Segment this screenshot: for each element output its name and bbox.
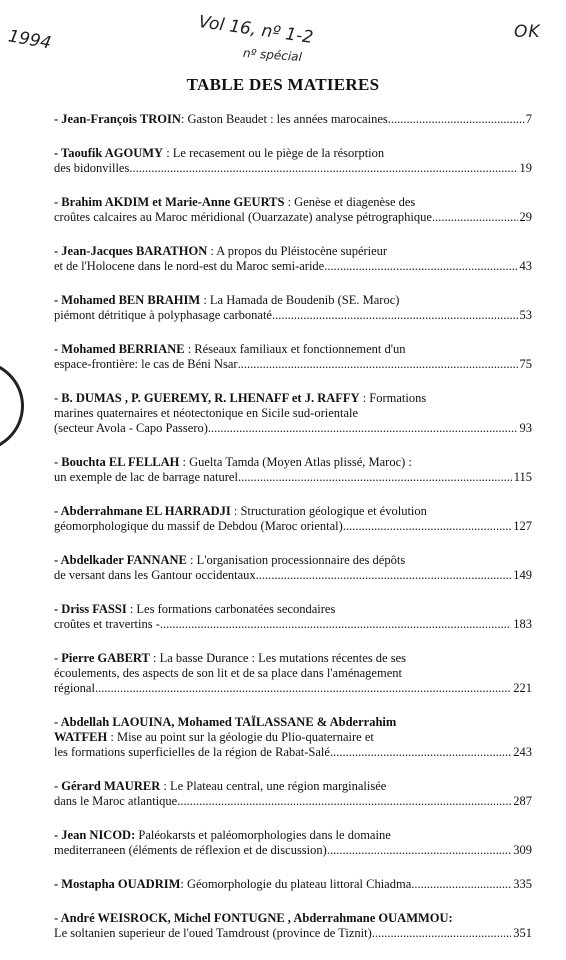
toc-entry-line (54, 651, 532, 666)
toc-title-text: : Le recasement ou le piège de la résorption (163, 146, 385, 160)
toc-entry (54, 911, 532, 941)
handwritten-special: nº spécial (242, 45, 303, 65)
toc-title-text: : Le Plateau central, une région marginalisée (160, 779, 387, 793)
toc-author: - Abdellah LAOUINA, Mohamed TAÏLASSANE & Abderrahim (54, 715, 397, 729)
toc-page-number: 351 (513, 926, 532, 940)
toc-entry-line (54, 553, 532, 568)
toc-page-number: 29 (519, 210, 532, 224)
toc-author: - André WEISROCK, Michel FONTUGNE , Abderrahmane OUAMMOU: (54, 911, 453, 925)
toc-author: - Abdelkader FANNANE (54, 553, 187, 567)
toc-entry-line-last (54, 519, 532, 534)
toc-entry-line-last (54, 259, 532, 274)
toc-entry-line (54, 244, 532, 259)
toc-entry (54, 828, 532, 858)
toc-leader-dots (208, 421, 518, 436)
toc-entry (54, 112, 532, 127)
toc-page-number: 93 (519, 421, 532, 435)
toc-entry-line-last (54, 112, 532, 127)
toc-title-text: (secteur Avola - Capo Passero) (54, 421, 208, 435)
toc-author: - Mostapha OUADRIM (54, 877, 181, 891)
toc-entry (54, 195, 532, 225)
toc-title-text: espace-frontière: le cas de Béni Nsar (54, 357, 238, 371)
toc-author: - Mohamed BERRIANE (54, 342, 185, 356)
toc-author: - Jean-François TROIN (54, 112, 181, 126)
toc-entry-line-last (54, 926, 532, 941)
toc-entry-line (54, 342, 532, 357)
toc-leader-dots (160, 617, 511, 632)
toc-entry-line (54, 911, 532, 926)
toc-title-text: croûtes et travertins - (54, 617, 160, 631)
toc-title-text (54, 308, 272, 323)
toc-title-text (54, 519, 343, 534)
toc-title-text: : Réseaux familiaux et fonctionnement d'un (184, 342, 406, 356)
toc-author: - Jean-Jacques BARATHON (54, 244, 208, 258)
toc-author: - Taoufik AGOUMY (54, 146, 164, 160)
toc-entry-line-last (54, 877, 532, 892)
toc-entry-line (54, 455, 532, 470)
handwritten-year: 1994 (6, 26, 53, 54)
toc-entry-line (54, 293, 532, 308)
toc-entry (54, 293, 532, 323)
toc-page-number: 287 (513, 794, 532, 808)
toc-entry-line (54, 195, 532, 210)
toc-title-text: : Guelta Tamda (Moyen Atlas plissé, Maroc) : (179, 455, 412, 469)
toc-page-number: 53 (519, 308, 532, 322)
toc-title-text (54, 794, 177, 809)
toc-title-text: : A propos du Pléistocène supérieur (207, 244, 388, 258)
toc-author: - Abderrahmane EL HARRADJI (54, 504, 231, 518)
toc-leader-dots (238, 470, 512, 485)
toc-entry (54, 877, 532, 892)
toc-title-text: croûtes calcaires au Maroc méridional (Ouarzazate) analyse pétrographique (54, 210, 432, 224)
toc-leader-dots (272, 308, 518, 323)
toc-entry-line-last (54, 843, 532, 858)
toc-entry-line-last (54, 161, 532, 176)
toc-title-text (54, 617, 160, 632)
toc-title-text: Paléokarsts et paléomorphologies dans le domaine (135, 828, 391, 842)
toc-entry (54, 455, 532, 485)
toc-title-text: : Géomorphologie du plateau littoral Chiadma (180, 877, 412, 891)
toc-entry-line-last (54, 470, 532, 485)
toc-entry (54, 651, 532, 696)
toc-title-text: écoulements, des aspects de son lit et de sa place dans l'aménagement (54, 666, 402, 680)
toc-entry (54, 602, 532, 632)
toc-leader-dots (238, 357, 518, 372)
toc-entry-line (54, 391, 532, 406)
toc-title-text: : La basse Durance : Les mutations récentes de ses (149, 651, 407, 665)
toc-title-text: piémont détritique à polyphasage carbonaté (54, 308, 272, 322)
toc-entry-line-last (54, 568, 532, 583)
toc-title-text (54, 843, 327, 858)
toc-entry-line (54, 504, 532, 519)
toc-title-text (54, 470, 238, 485)
toc-entry-line-last (54, 421, 532, 436)
toc-page-number: 335 (513, 877, 532, 891)
toc-entry (54, 146, 532, 176)
toc-leader-dots (259, 568, 511, 583)
toc-title-text: mediterraneen (éléments de réflexion et de discussion) (54, 843, 327, 857)
toc-title-text (54, 357, 238, 372)
toc-entry-line (54, 828, 532, 843)
toc-page-number: 309 (513, 843, 532, 857)
toc-title-text (54, 259, 324, 274)
toc-leader-dots (177, 794, 511, 809)
toc-author: - B. DUMAS , P. GUEREMY, R. LHENAFF et J. RAFFY (54, 391, 360, 405)
toc-entry-line-last (54, 745, 532, 760)
toc-title-text (54, 421, 208, 436)
toc-entry (54, 779, 532, 809)
toc-title-text (54, 681, 95, 696)
toc-title-text: : Formations (359, 391, 427, 405)
toc-author: - Driss FASSI (54, 602, 127, 616)
toc-title-text: : L'organisation processionnaire des dépôts (186, 553, 406, 567)
toc-leader-dots (343, 519, 511, 534)
toc-title-text: Le soltanien superieur de l'oued Tamdroust (province de Tiznit) (54, 926, 372, 940)
toc-author: - Bouchta EL FELLAH (54, 455, 180, 469)
toc-page-number: 115 (513, 470, 532, 484)
toc-title-text: et de l'Holocene dans le nord-est du Maroc semi-aride (54, 259, 325, 273)
toc-title-text: des bidonvilles (54, 161, 130, 175)
toc-entry-line-last (54, 681, 532, 696)
toc-title-text: dans le Maroc atlantique (54, 794, 178, 808)
toc-title-text: : Structuration géologique et évolution (230, 504, 427, 518)
toc-title-text (54, 926, 372, 941)
toc-title-text: : Les formations carbonatées secondaires (126, 602, 336, 616)
toc-title-text: : Genèse et diagenèse des (284, 195, 416, 209)
toc-author: - Gérard MAURER (54, 779, 161, 793)
toc-page-number: 19 (519, 161, 532, 175)
toc-title-text (54, 568, 259, 583)
toc-title-text: : Mise au point sur la géologie du Plio-quaternaire et (107, 730, 374, 744)
toc-entry-line (54, 406, 532, 421)
toc-leader-dots (129, 161, 517, 176)
toc-entry-line (54, 666, 532, 681)
toc-title-text: de versant dans les Gantour occidentaux. (54, 568, 259, 582)
toc-page-number: 43 (519, 259, 532, 273)
toc-title-text: marines quaternaires et néotectonique en Sicile sud-orientale (54, 406, 359, 420)
toc-title-text: régional (54, 681, 95, 695)
toc-entry-line (54, 602, 532, 617)
toc-author: WATFEH (54, 730, 108, 744)
toc-leader-dots (330, 745, 511, 760)
toc-title-text (54, 745, 330, 760)
toc-page-number: 149 (513, 568, 532, 582)
toc-entry-line (54, 146, 532, 161)
toc-author: - Jean NICOD: (54, 828, 136, 842)
toc-leader-dots (411, 877, 511, 892)
toc-page-number: 7 (525, 112, 532, 126)
toc-entry-line (54, 779, 532, 794)
toc-page-number: 127 (513, 519, 532, 533)
toc-entry-line (54, 715, 532, 730)
toc-page-number: 183 (513, 617, 532, 631)
toc-list (54, 112, 532, 960)
handwritten-volume: Vol 16, nº 1-2 (197, 12, 315, 48)
toc-entry (54, 504, 532, 534)
toc-entry-line-last (54, 617, 532, 632)
toc-author: - Pierre GABERT (54, 651, 150, 665)
toc-author: - Mohamed BEN BRAHIM (54, 293, 201, 307)
toc-entry-line-last (54, 794, 532, 809)
toc-entry-line-last (54, 210, 532, 225)
toc-entry (54, 244, 532, 274)
toc-title-text (54, 161, 129, 176)
toc-leader-dots (432, 210, 518, 225)
toc-entry (54, 553, 532, 583)
toc-leader-dots (388, 112, 524, 127)
toc-page-number: 221 (513, 681, 532, 695)
margin-circle-mark (0, 360, 24, 452)
toc-leader-dots (327, 843, 511, 858)
toc-entry (54, 391, 532, 436)
toc-leader-dots (324, 259, 517, 274)
toc-page-number: 75 (519, 357, 532, 371)
toc-title-text: géomorphologique du massif de Debdou (Maroc oriental) (54, 519, 343, 533)
toc-entry (54, 715, 532, 760)
toc-leader-dots (95, 681, 511, 696)
toc-title-text: : Gaston Beaudet : les années marocaines (180, 112, 388, 126)
toc-title-text: les formations superficielles de la région de Rabat-Salé (54, 745, 330, 759)
page-title: TABLE DES MATIERES (186, 75, 380, 94)
toc-title-text: un exemple de lac de barrage naturel (54, 470, 238, 484)
toc-title-text (54, 210, 432, 225)
toc-page-number: 243 (513, 745, 532, 759)
toc-entry-line-last (54, 308, 532, 323)
toc-entry (54, 342, 532, 372)
toc-leader-dots (372, 926, 512, 941)
toc-entry-line-last (54, 357, 532, 372)
toc-title-text: : La Hamada de Boudenib (SE. Maroc) (200, 293, 400, 307)
handwritten-ok: OK (514, 22, 541, 42)
toc-entry-line (54, 730, 532, 745)
toc-author: - Brahim AKDIM et Marie-Anne GEURTS (54, 195, 285, 209)
